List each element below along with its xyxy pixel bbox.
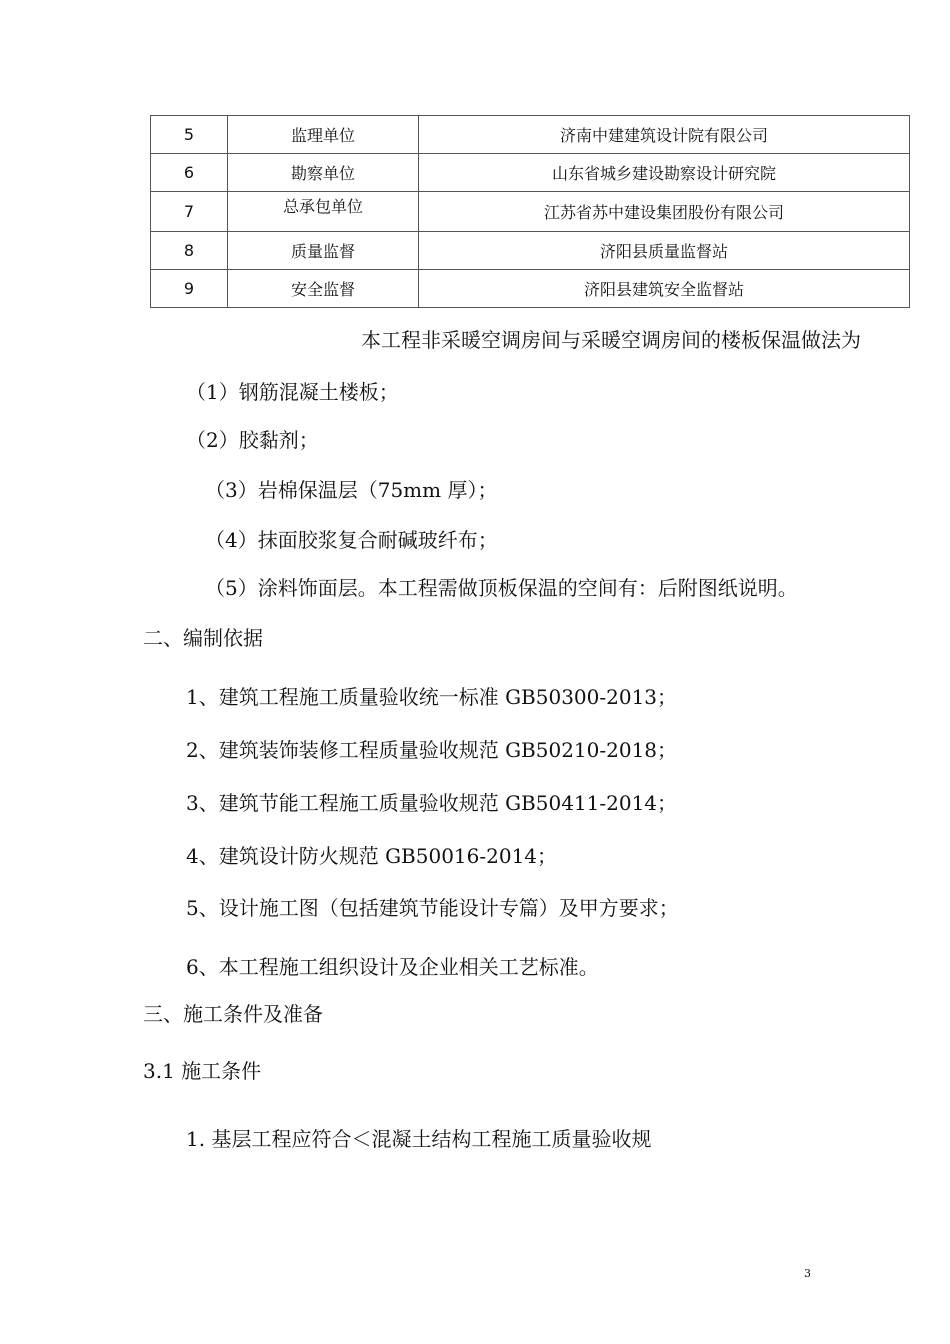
units-table [150,115,910,308]
row-number: 7 [151,192,228,232]
table-row [151,192,910,232]
unit-role: 安全监督 [228,270,419,308]
unit-name: 济阳县质量监督站 [419,232,910,270]
basis-item: 5、设计施工图（包括建筑节能设计专篇）及甲方要求； [186,896,679,920]
unit-name: 济南中建建筑设计院有限公司 [419,116,910,154]
section-heading: 三、施工条件及准备 [143,1002,323,1026]
row-number: 6 [151,154,228,192]
unit-role: 质量监督 [228,232,419,270]
table-row [151,270,910,308]
intro-paragraph: 本工程非采暖空调房间与采暖空调房间的楼板保温做法为 [361,328,861,352]
table-row [151,154,910,192]
layer-item: （2）胶黏剂； [186,428,319,452]
page-number: 3 [804,1267,811,1280]
basis-item: 1、建筑工程施工质量验收统一标准 GB50300-2013； [186,685,678,709]
unit-name: 江苏省苏中建设集团股份有限公司 [419,192,910,232]
layer-item: （3）岩棉保温层（75mm 厚）； [205,478,498,502]
layer-item: （5）涂料饰面层。本工程需做顶板保温的空间有：后附图纸说明。 [205,576,798,600]
row-number: 9 [151,270,228,308]
unit-name: 济阳县建筑安全监督站 [419,270,910,308]
basis-item: 4、建筑设计防火规范 GB50016-2014； [186,844,558,868]
row-number: 5 [151,116,228,154]
unit-role: 监理单位 [228,116,419,154]
unit-name: 山东省城乡建设勘察设计研究院 [419,154,910,192]
basis-item: 6、本工程施工组织设计及企业相关工艺标准。 [186,955,599,979]
table-row [151,116,910,154]
table-row [151,232,910,270]
layer-item: （4）抹面胶浆复合耐碱玻纤布； [205,528,498,552]
unit-role: 勘察单位 [228,154,419,192]
unit-role: 总承包单位 [228,192,419,232]
layer-item: （1）钢筋混凝土楼板； [186,380,399,404]
basis-item: 2、建筑装饰装修工程质量验收规范 GB50210-2018； [186,738,678,762]
condition-item: 1. 基层工程应符合＜混凝土结构工程施工质量验收规 [186,1127,652,1151]
section-heading: 二、编制依据 [143,626,263,650]
basis-item: 3、建筑节能工程施工质量验收规范 GB50411-2014； [186,791,678,815]
subsection-heading: 3.1 施工条件 [143,1059,262,1083]
row-number: 8 [151,232,228,270]
